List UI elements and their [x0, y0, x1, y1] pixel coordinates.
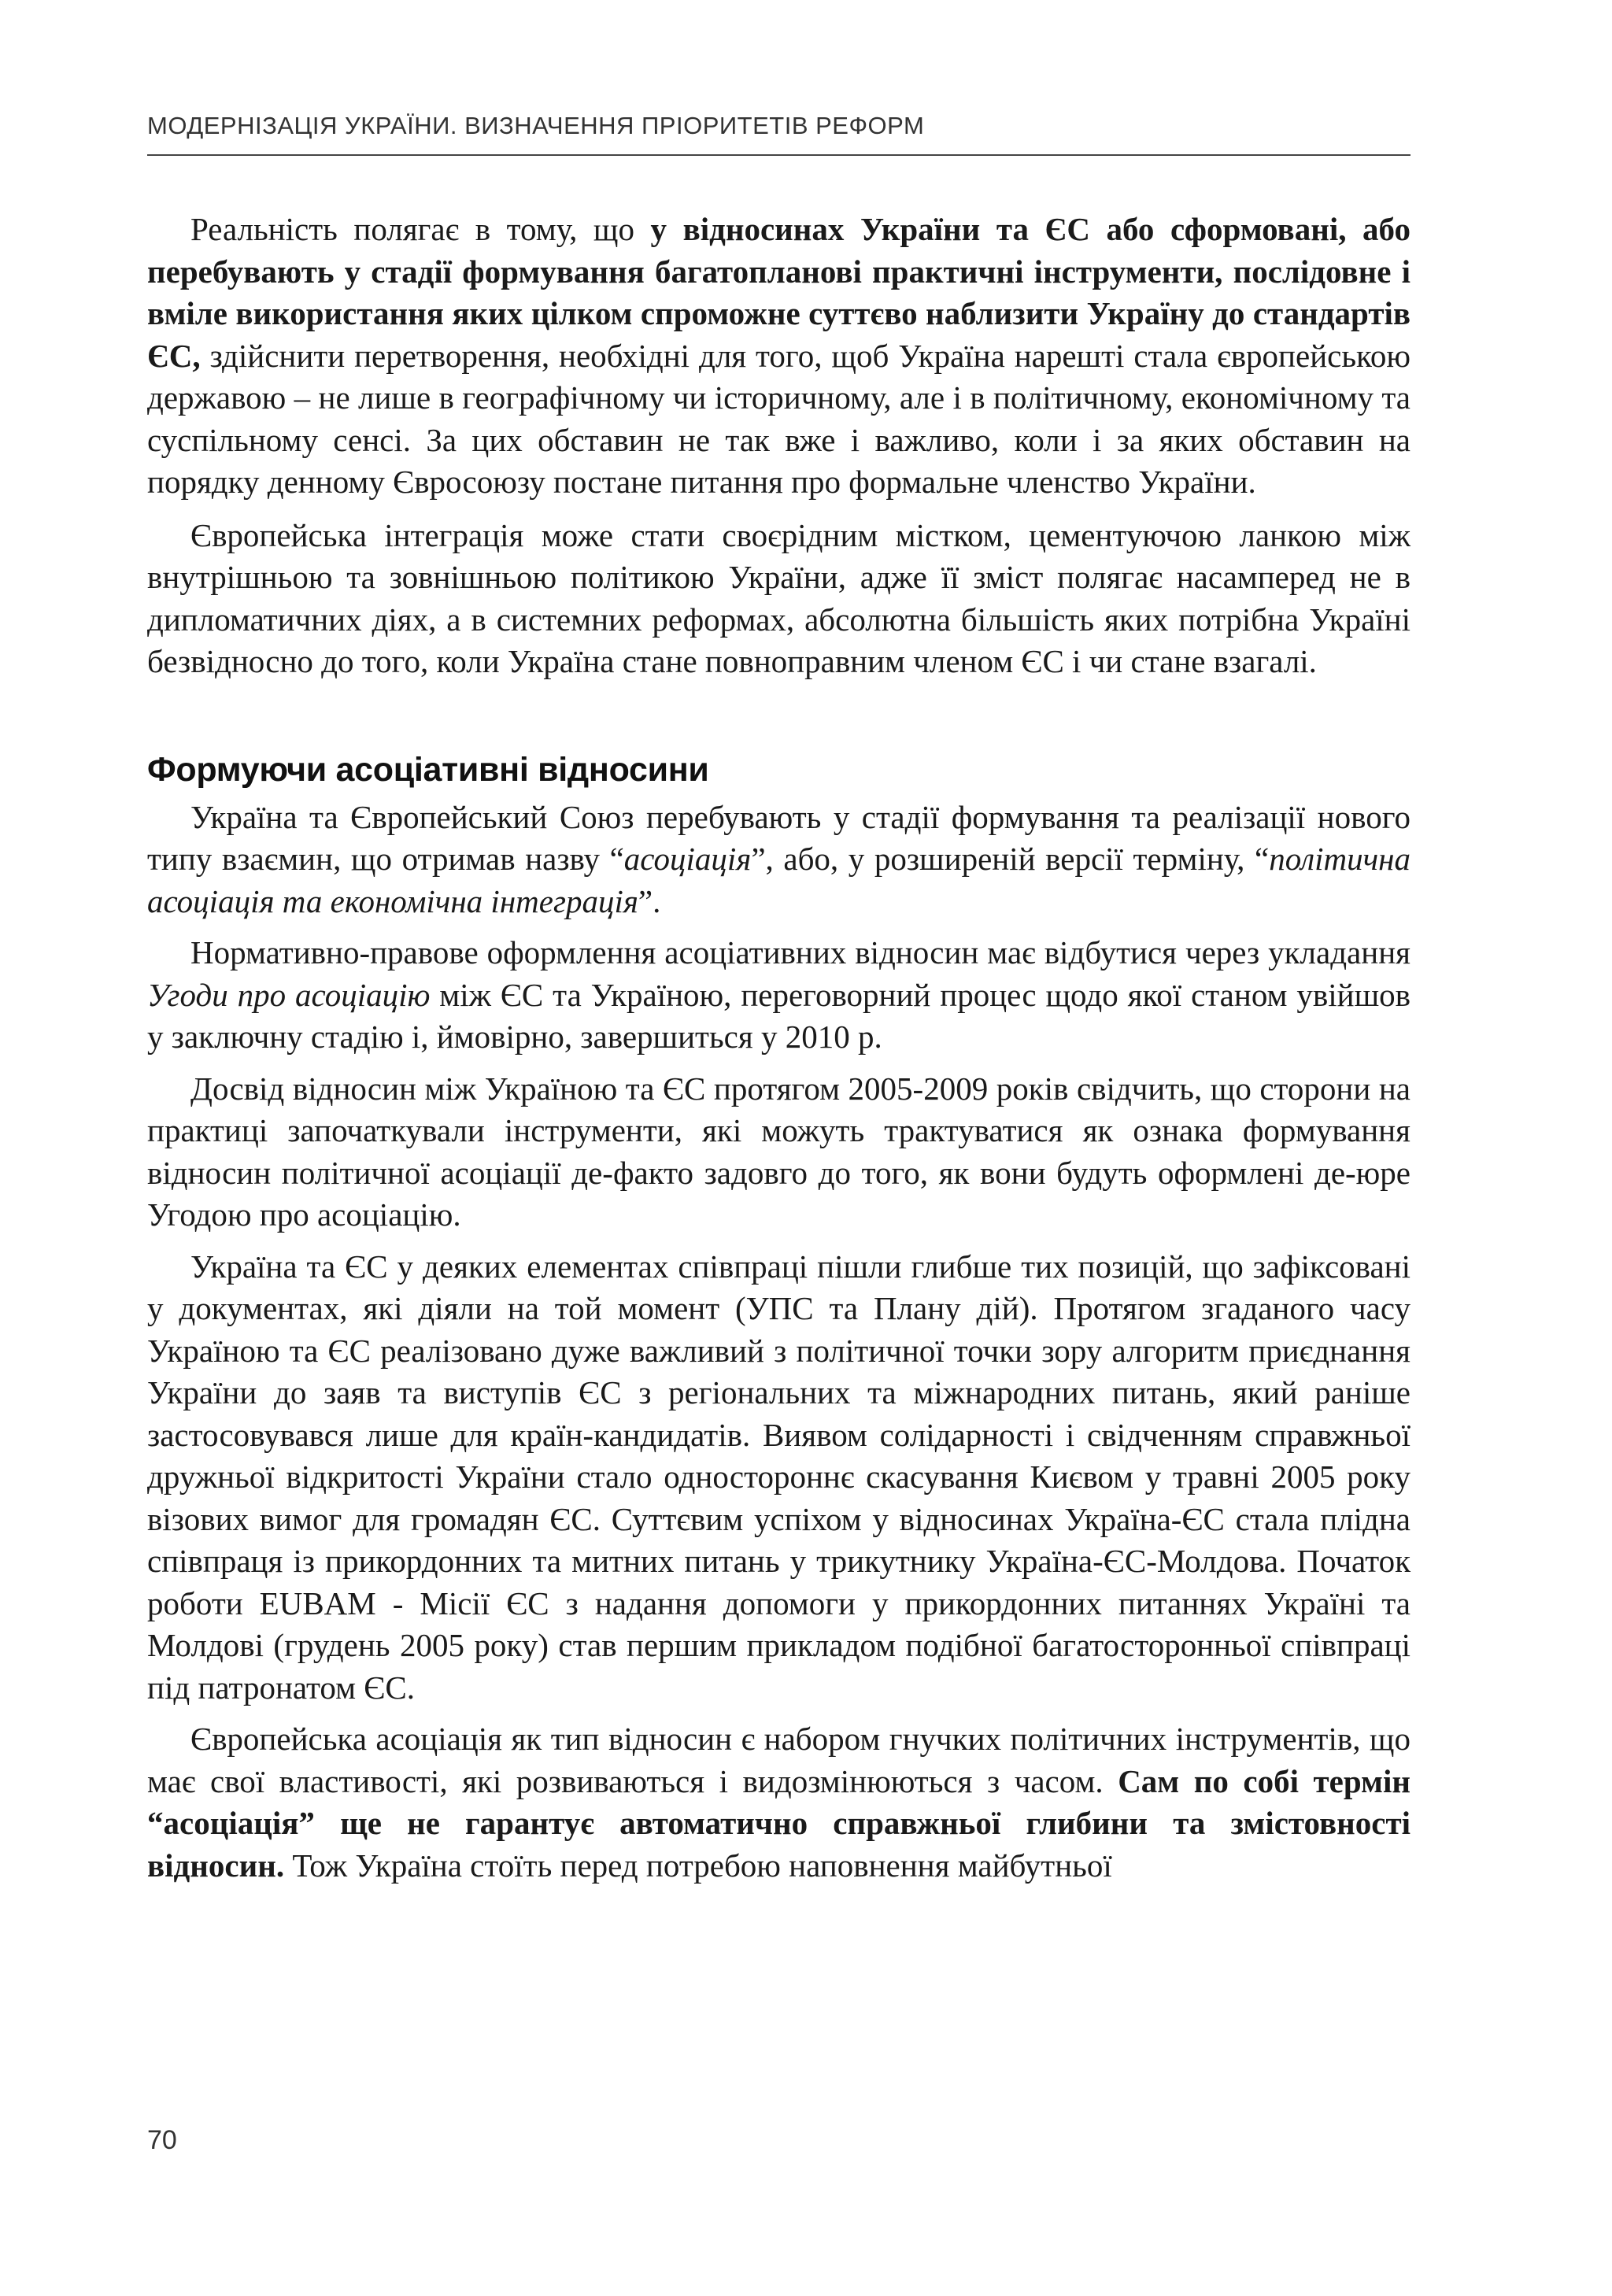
paragraph-7-part-c: Тож Україна стоїть перед потребою наповнення майбутньої — [284, 1847, 1112, 1884]
paragraph-3-term-political: політична асоціація та економічна інтеграція — [147, 841, 1410, 919]
paragraph-2: Європейська інтеграція може стати своєрідним містком, цементуючою ланкою між внутрішньою та зовнішньою політикою України, адже її зміст полягає насамперед не в дипломатичних діях, а в системних реформах, абсолютна більшість яких потрібна Україні безвідносно до того, коли Україна стане повноправним членом ЄС і чи стане взагалі. — [147, 516, 1410, 679]
paragraph-7-bold: Сам по собі термін “асоціація” ще не гарантує автоматично справжньої глибини та змістовності відносин. — [147, 1762, 1411, 1884]
paragraph-1-lead: Реальність полягає в тому, що — [190, 211, 651, 247]
paragraph-3-term-association: асоціація — [623, 841, 752, 877]
page-number: 70 — [147, 2125, 177, 2155]
paragraph-4 — [147, 932, 1410, 1059]
paragraph-4-part-a: Нормативно-правове оформлення асоціативних відносин має відбутися через укладання — [190, 934, 1410, 971]
paragraph-3-part-c: ”, або, у розширеній версії терміну, “ — [751, 841, 1270, 877]
paragraph-4-part-c: між ЄС та Україною, переговорний процес щодо якої станом увійшов у заключну стадію і, ймовірно, завершиться у 2010 р. — [147, 976, 1410, 1055]
paragraph-6: Україна та ЄС у деяких елементах співпраці пішли глибше тих позицій, що зафіксовані у документах, які діяли на той момент (УПС та Плану дій). Протягом згаданого часу Україною та ЄС реалізовано дуже важливий з політичної точки зору алгоритм приєднання України до заяв та виступів ЄС з регіональних та міжнародних питань, який раніше застосовувався лише для країн-кандидатів. Виявом солідарності і свідченням справжньої дружньої відкритості України стало одностороннє скасування Києвом у травні 2005 року візових вимог для громадян ЄС. Суттєвим успіхом у відносинах Україна-ЄС стала плідна співпраця із прикордонних та митних питань у трикутнику Україна-ЄС-Молдова. Початок роботи EUBAM - Місії ЄС з надання допомоги у прикордонних питаннях Україні та Молдові (грудень 2005 року) став першим прикладом подібної багатосторонньої співпраці під патронатом ЄС. — [147, 1248, 1410, 1706]
paragraph-3-part-e: ”. — [638, 882, 661, 919]
paragraph-1-bold: у відносинах України та ЄС або сформовані, або перебувають у стадії формування багатопланові практичні інструменти, послідовне і вміле використання яких цілком спроможне суттєво наблизити Україну до стандартів ЄС, — [147, 211, 1410, 374]
paragraph-7-part-a: Європейська асоціація як тип відносин є набором гнучких політичних інструментів, що має свої властивості, які розвиваються і видозмінюються з часом. — [147, 1721, 1410, 1799]
running-header: МОДЕРНІЗАЦІЯ УКРАЇНИ. ВИЗНАЧЕННЯ ПРІОРИТЕТІВ РЕФОРМ — [147, 112, 925, 139]
paragraph-3 — [147, 797, 1410, 923]
paragraph-1 — [147, 209, 1410, 504]
header-rule — [147, 154, 1410, 156]
section-heading: Формуючи асоціативні відносини — [147, 750, 709, 789]
paragraph-5: Досвід відносин між Україною та ЄС протягом 2005-2009 років свідчить, що сторони на практиці започаткували інструменти, які можуть трактуватися як ознака формування відносин політичної асоціації де-факто задовго до того, як вони будуть оформлені де-юре Угодою про асоціацію. — [147, 1070, 1410, 1233]
body-text — [147, 209, 1410, 1887]
paragraph-4-agreement: Угоди про асоціацію — [147, 976, 431, 1013]
paragraph-1-rest: здійснити перетворення, необхідні для того, щоб Україна нарешті стала європейською державою – не лише в географічному чи історичному, але і в політичному, економічному та суспільному сенсі. За цих обставин не так вже і важливо, коли і за яких обставин на порядку денному Євросоюзу постане питання про формальне членство України. — [147, 337, 1410, 500]
paragraph-3-part-a: Україна та Європейський Союз перебувають у стадії формування та реалізації нового типу взаємин, що отримав назву “ — [147, 798, 1410, 877]
paragraph-7 — [147, 1718, 1410, 1887]
